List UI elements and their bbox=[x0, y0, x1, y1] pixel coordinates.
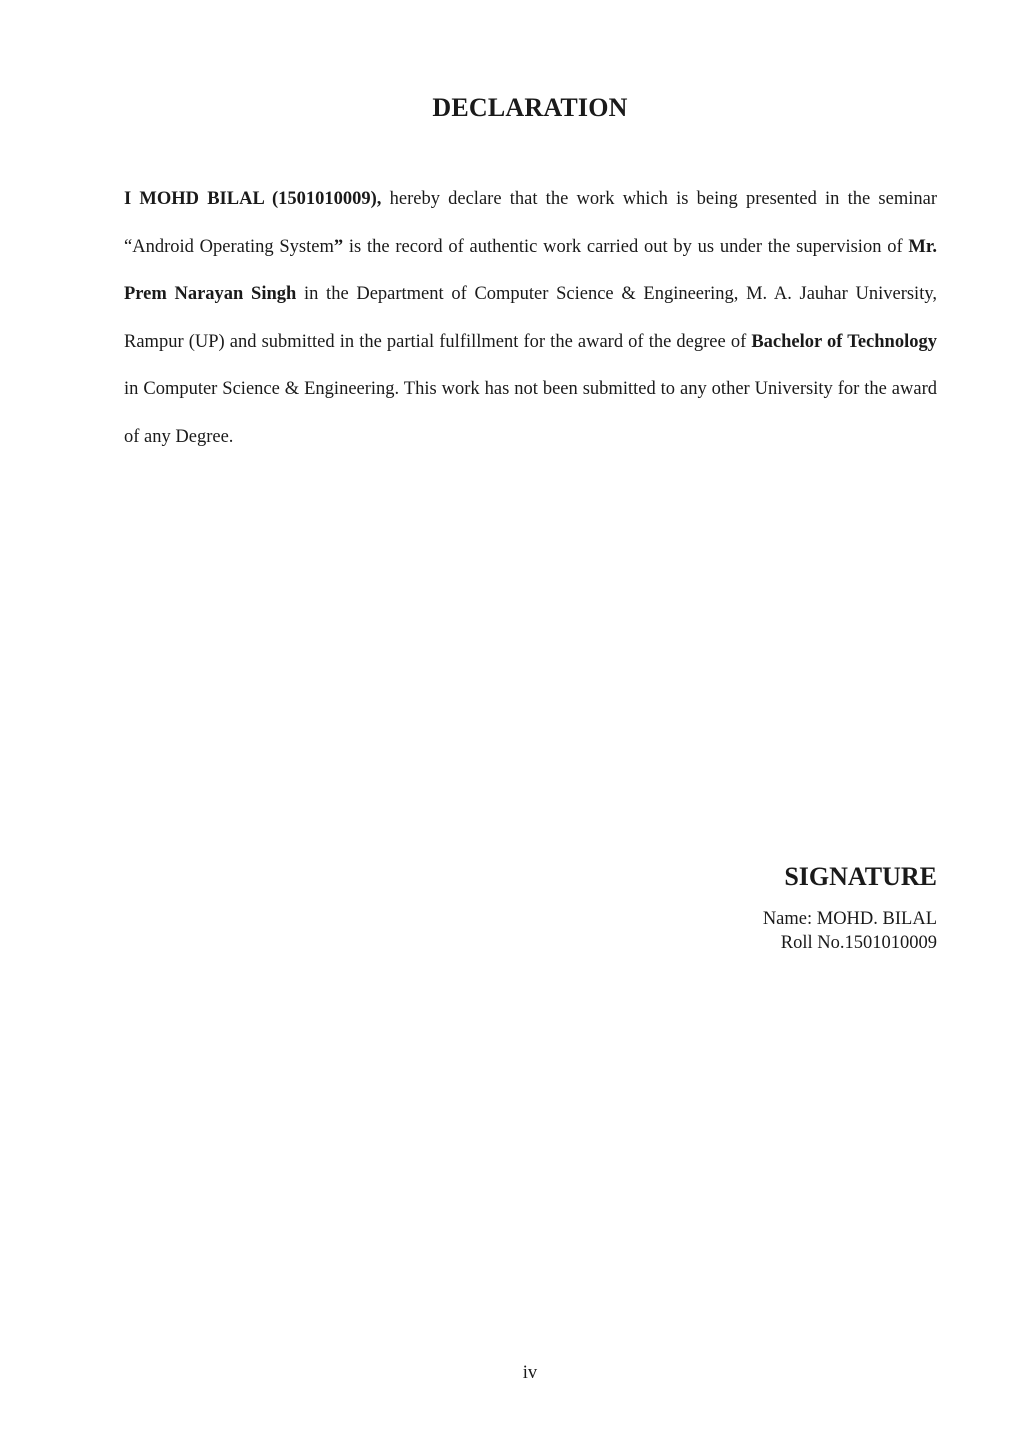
paragraph-text-4: in Computer Science & Engineering. This work has not been submitted to any other University for the award of any Degree. bbox=[124, 379, 937, 447]
paragraph-text-2: is the record of authentic work carried out by us under the supervision of bbox=[343, 236, 909, 257]
signature-block bbox=[763, 857, 937, 955]
closing-quote: ” bbox=[333, 236, 344, 257]
page-number: iv bbox=[522, 1363, 538, 1383]
declaration-paragraph bbox=[124, 176, 937, 462]
declarant-name: I MOHD BILAL (1501010009), bbox=[124, 189, 382, 209]
signatory-name: Name: MOHD. BILAL bbox=[762, 909, 937, 929]
degree-name: Bachelor of Technology bbox=[751, 331, 937, 352]
signatory-roll-number: Roll No.1501010009 bbox=[780, 933, 937, 953]
paragraph-text-3: in the Department of Computer Science & Engineering, M. A. Jauhar University, Rampur (UP) and submitted in the partial fulfillment for the award of the degree of bbox=[124, 284, 938, 352]
page-title: DECLARATION bbox=[432, 93, 628, 122]
supervisor-name: Mr. Prem Narayan Singh bbox=[124, 236, 937, 305]
paragraph-text-1: hereby declare that the work which is being presented in the seminar “Android Operating System bbox=[124, 189, 937, 257]
signature-heading: SIGNATURE bbox=[784, 862, 937, 891]
